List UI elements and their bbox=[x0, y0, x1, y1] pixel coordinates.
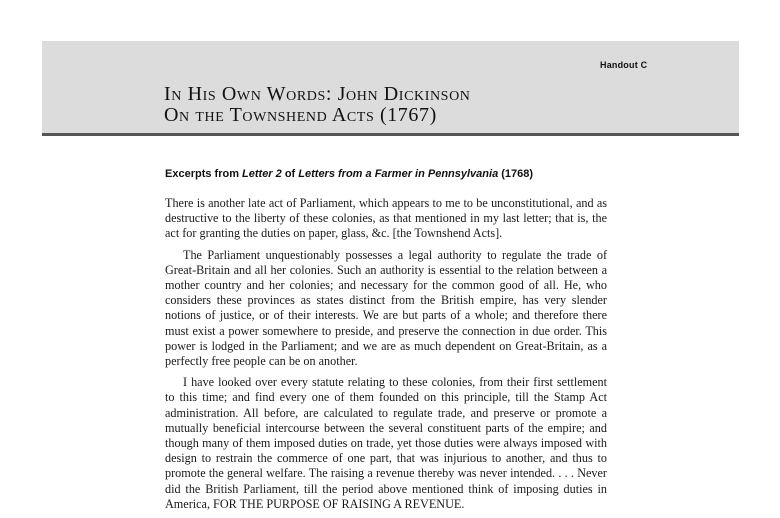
subheading-of: of bbox=[281, 168, 299, 180]
excerpt-source-heading bbox=[165, 168, 533, 180]
page-title bbox=[164, 84, 471, 126]
paragraph: The Parliament unquestionably possesses a legal authority to regulate the trade of Great-Britain and all her colonies. Such an authority is essential to the relation between a mother country and her colonies; and necessary for the common good of all. He, who considers these provinces as states distinct from the British empire, has very slender notions of justice, or of their interests. We are but parts of a whole; and therefore there must exist a power somewhere to preside, and preserve the connection in due order. This power is lodged in the Parliament; and we are as much dependent on Great-Britain, as a perfectly free people can be on another. bbox=[165, 247, 607, 369]
title-line-1: In His Own Words: John Dickinson bbox=[164, 83, 471, 105]
subheading-work: Letters from a Farmer in Pennsylvania bbox=[298, 168, 499, 180]
header-divider bbox=[42, 133, 739, 136]
subheading-letter: Letter 2 bbox=[242, 168, 282, 180]
handout-label: Handout C bbox=[600, 60, 648, 70]
subheading-year: (1768) bbox=[498, 168, 534, 180]
title-line-2: On the Townshend Acts (1767) bbox=[164, 104, 437, 126]
paragraph: There is another late act of Parliament, which appears to me to be unconstitutional, and as destructive to the liberty of these colonies, as that mentioned in my last letter; that is, the act for granting the duties on paper, glass, &c. [the Townshend Acts]. bbox=[165, 196, 607, 241]
subheading-prefix: Excerpts from bbox=[165, 168, 243, 180]
paragraph: I have looked over every statute relating to these colonies, from their first settlement to this time; and find every one of them founded on this principle, till the Stamp Act administration. All before, are calculated to regulate trade, and preserve or promote a mutually beneficial intercourse between the several constituent parts of the empire; and though many of them imposed duties on trade, yet those duties were always imposed with design to restrain the commerce of one part, that was injurious to another, and thus to promote the general welfare. The raising a revenue thereby was never intended. . . . Never did the British Parliament, till the period above mentioned think of imposing duties in America, FOR THE PURPOSE OF RAISING A REVENUE. bbox=[165, 375, 607, 511]
excerpt-body bbox=[165, 196, 607, 518]
